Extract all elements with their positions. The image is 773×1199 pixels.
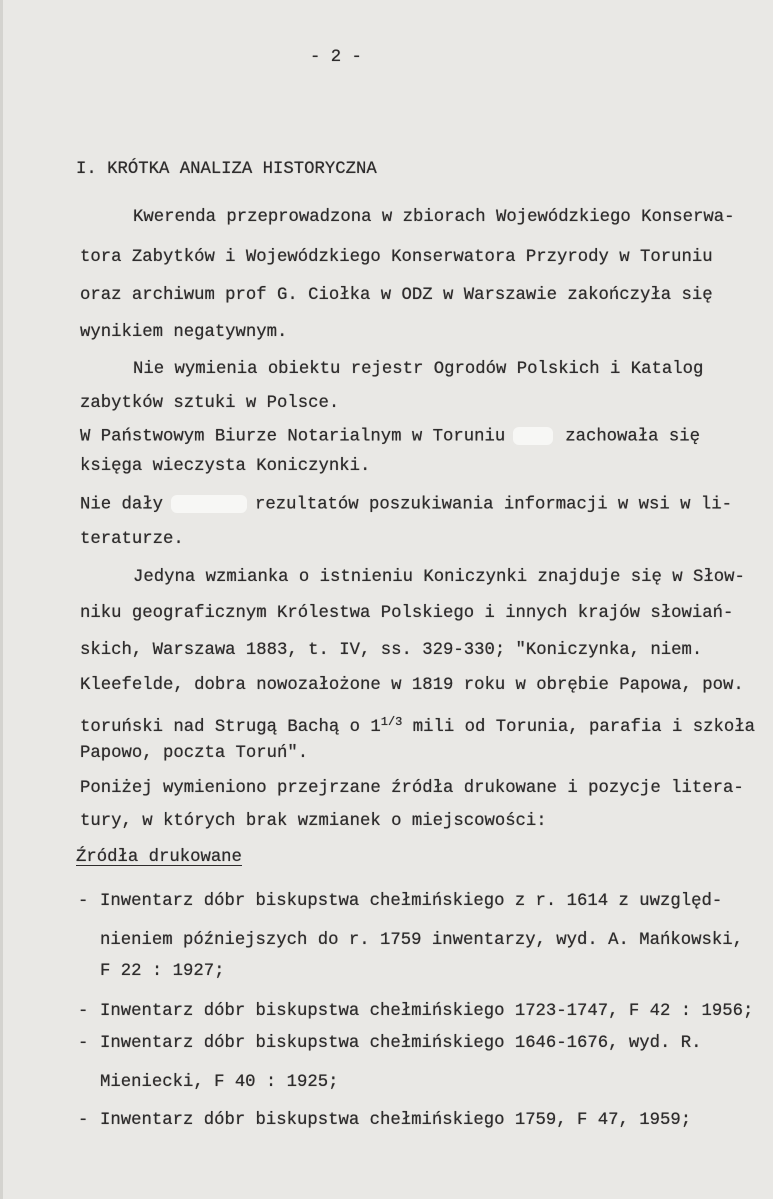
page-number: - 2 - — [310, 48, 362, 67]
list-item: Inwentarz dóbr biskupstwa chełmińskiego 1759, F 47, 1959; — [100, 1111, 692, 1130]
text-line: wynikiem negatywnym. — [80, 323, 288, 342]
text-line: Nie wymienia obiektu rejestr Ogrodów Polskich i Katalog — [133, 360, 704, 379]
text-line: oraz archiwum prof G. Ciołka w ODZ w Warszawie zakończyła się — [80, 286, 713, 305]
text-line — [80, 495, 732, 516]
section-heading: I. KRÓTKA ANALIZA HISTORYCZNA — [76, 160, 377, 179]
text-segment: W Państwowym Biurze Notarialnym w Toruniu — [80, 427, 506, 447]
text-line: skich, Warszawa 1883, t. IV, ss. 329-330; "Koniczynka, niem. — [80, 641, 703, 660]
list-dash: - — [78, 1111, 89, 1130]
text-line: Kwerenda przeprowadzona w zbiorach Wojewódzkiego Konserwa- — [133, 208, 735, 227]
list-item: Inwentarz dóbr biskupstwa chełmińskiego 1646-1676, wyd. R. — [100, 1034, 702, 1053]
list-item: Inwentarz dóbr biskupstwa chełmińskiego 1723-1747, F 42 : 1956; — [100, 1002, 754, 1021]
text-line: tury, w których brak wzmianek o miejscowości: — [80, 812, 547, 831]
text-segment: mili od Torunia, parafia i szkoła — [402, 718, 755, 737]
text-segment: rezultatów poszukiwania informacji w wsi w li- — [254, 495, 733, 515]
text-line — [80, 712, 755, 738]
text-segment: Nie dały — [80, 495, 163, 515]
text-line: Jedyna wzmianka o istnieniu Koniczynki znajduje się w Słow- — [133, 568, 745, 587]
text-line: tora Zabytków i Wojewódzkiego Konserwatora Przyrody w Toruniu — [80, 248, 713, 267]
subsection-title: Źródła drukowane — [76, 848, 242, 867]
text-line: Poniżej wymieniono przejrzane źródła drukowane i pozycje litera- — [80, 779, 744, 798]
text-line: Kleefelde, dobra nowozałożone w 1819 roku w obrębie Papowa, pow. — [80, 676, 744, 695]
text-line: zabytków sztuki w Polsce. — [80, 394, 340, 413]
list-item: Inwentarz dóbr biskupstwa chełmińskiego z r. 1614 z uwzględ- — [100, 892, 723, 911]
redaction — [513, 427, 553, 445]
text-line: niku geograficznym Królestwa Polskiego i innych krajów słowiań- — [80, 604, 734, 623]
text-segment: toruński nad Strugą Bachą o 1 — [80, 718, 381, 737]
text-line: księga wieczysta Koniczynki. — [80, 457, 371, 476]
list-dash: - — [78, 1034, 89, 1053]
list-item: Mieniecki, F 40 : 1925; — [100, 1073, 339, 1092]
fraction: 1/3 — [380, 715, 403, 729]
list-item: nieniem późniejszych do r. 1759 inwentarzy, wyd. A. Mańkowski, — [100, 931, 743, 950]
text-line: Papowo, poczta Toruń". — [80, 744, 309, 763]
list-dash: - — [78, 892, 89, 911]
text-segment: zachowała się — [565, 427, 701, 447]
page-edge — [0, 0, 3, 1199]
list-item: F 22 : 1927; — [100, 962, 225, 981]
list-dash: - — [78, 1002, 89, 1021]
redaction — [171, 495, 247, 513]
text-line — [80, 427, 700, 448]
text-line: teraturze. — [80, 530, 184, 549]
